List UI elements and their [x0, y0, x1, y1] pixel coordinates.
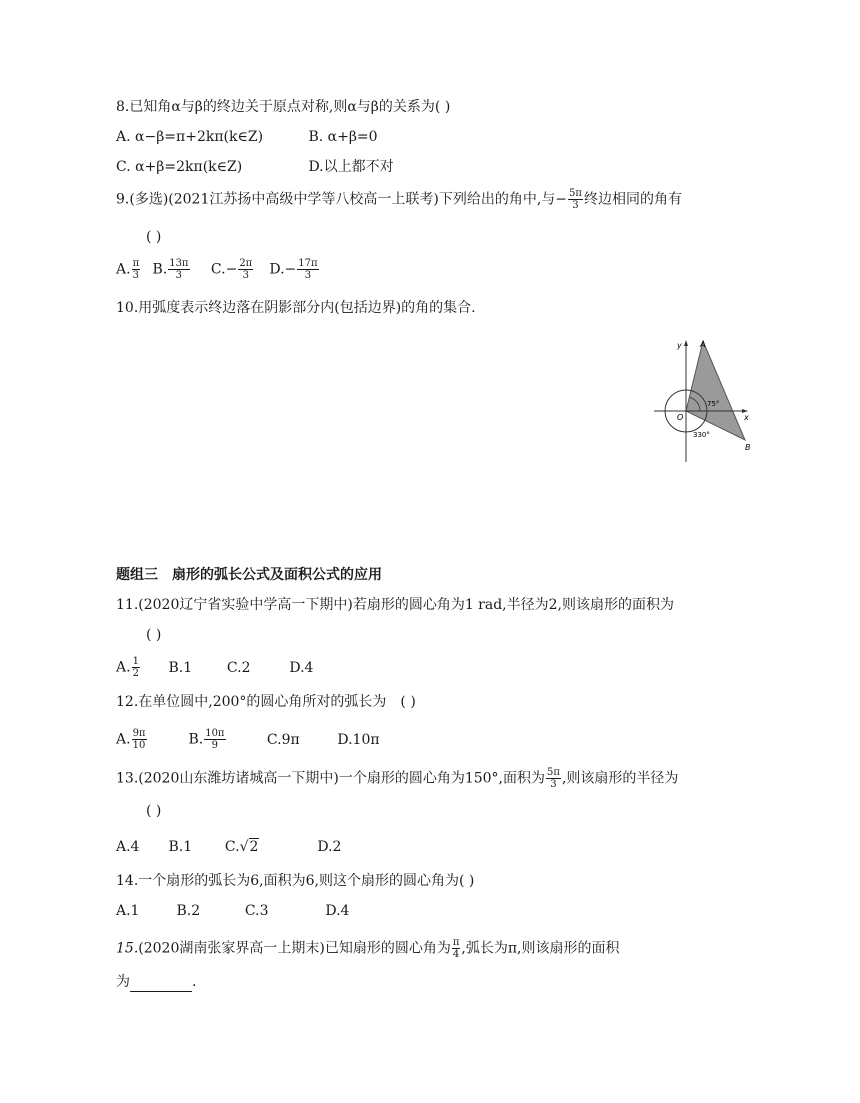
- q11-option-a: [116, 656, 164, 679]
- q9-option-b: [152, 258, 206, 281]
- q12-stem: 12.在单位圆中,200°的圆心角所对的弧长为 ( ): [116, 694, 416, 710]
- q13-paren: ( ): [146, 803, 162, 819]
- q8-option-b: B. α+β=0: [308, 129, 378, 145]
- q13-option-b: B.1: [168, 839, 193, 855]
- q9-option-b-frac: [168, 258, 189, 281]
- q9-option-d-num: 17π: [298, 258, 318, 269]
- q9-options: [116, 258, 320, 281]
- q8-stem: 8.已知角α与β的终边关于原点对称,则α与β的关系为( ): [116, 99, 451, 115]
- q11-option-b: B.1: [168, 659, 193, 676]
- q9-option-b-den: 3: [175, 270, 183, 281]
- q9-option-c-frac: [238, 258, 253, 281]
- shaded-region: [686, 341, 745, 440]
- q15-line2-post: .: [192, 974, 197, 990]
- q14-option-b: B.2: [176, 903, 201, 919]
- q9-fraction-num: 5π: [569, 188, 582, 199]
- q15-answer-line: [116, 972, 196, 992]
- q10-figure: [648, 334, 766, 466]
- sqrt-symbol: √2: [239, 839, 259, 855]
- q15-answer-blank[interactable]: [130, 977, 192, 992]
- q15-fraction-den: 4: [452, 949, 460, 960]
- q11-option-a-num: 1: [132, 656, 139, 667]
- q8-option-d: D.以上都不对: [308, 159, 394, 175]
- q9-option-a-num: π: [132, 258, 140, 269]
- q9-option-a: [116, 258, 148, 281]
- q14-options: [116, 901, 349, 921]
- q15-stem-post: ,弧长为π,则该扇形的面积: [461, 940, 620, 957]
- q11-paren: ( ): [146, 627, 162, 643]
- q13-option-c-radicand: 2: [249, 839, 259, 855]
- q13-fraction: [546, 767, 561, 790]
- q8-option-c: C. α+β=2kπ(k∈Z): [116, 159, 243, 175]
- q11-stem: 11.(2020辽宁省实验中学高一下期中)若扇形的圆心角为1 rad,半径为2,则该扇形的面积为: [116, 597, 674, 613]
- label-x: x: [744, 413, 749, 422]
- q12-option-a-label: A.: [116, 731, 131, 748]
- q13-stem-pre: 13.(2020山东潍坊诸城高一下期中)一个扇形的圆心角为150°,面积为: [116, 770, 545, 787]
- q13-stem: [116, 767, 678, 790]
- q8-options-row2: [116, 157, 394, 177]
- q12-option-a-den: 10: [132, 740, 146, 751]
- q12-option-b: [188, 728, 262, 751]
- q9-stem-pre: 9.(多选)(2021江苏扬中高级中学等八校高一上联考)下列给出的角中,与−: [116, 191, 568, 208]
- q13-option-d: D.2: [317, 839, 342, 855]
- q9-option-a-frac: [132, 258, 141, 281]
- q11-option-c: C.2: [226, 659, 251, 676]
- q14-option-c: C.3: [244, 903, 269, 919]
- q15-fraction: [452, 937, 461, 960]
- q12-option-b-frac: [204, 728, 225, 751]
- q9-option-d: [269, 258, 319, 281]
- q9-stem-post: 终边相同的角有: [583, 191, 682, 208]
- q9-stem: [116, 188, 682, 211]
- q15-stem-pre: (2020湖南张家界高一上期末)已知扇形的圆心角为: [138, 940, 451, 957]
- q11-option-a-frac: [132, 656, 140, 679]
- label-y: y: [677, 341, 682, 350]
- q14-option-a: A.1: [116, 903, 140, 919]
- q15-stem: [116, 937, 620, 960]
- q9-option-d-frac: [297, 258, 318, 281]
- q9-option-d-label: D.−: [269, 261, 297, 278]
- q9-paren: ( ): [146, 229, 162, 245]
- label-angle-75: 75°: [707, 400, 720, 408]
- label-a: A: [700, 340, 706, 349]
- q9-option-c: [211, 258, 265, 281]
- q12-option-a-num: 9π: [132, 728, 146, 739]
- q8-options-row1: [116, 127, 378, 147]
- q9-option-d-den: 3: [304, 270, 312, 281]
- q13-option-a: A.4: [116, 839, 140, 855]
- q12-option-b-num: 10π: [205, 728, 225, 739]
- q12-option-d: D.10π: [337, 731, 380, 748]
- y-axis-arrow: [684, 340, 688, 346]
- q12-option-c: C.9π: [266, 731, 300, 748]
- q15-fraction-num: π: [452, 937, 460, 948]
- label-b: B: [745, 443, 751, 452]
- q14-stem: 14.一个扇形的弧长为6,面积为6,则这个扇形的圆心角为( ): [116, 873, 475, 889]
- q9-option-b-num: 13π: [169, 258, 189, 269]
- q10-stem: 10.用弧度表示终边落在阴影部分内(包括边界)的角的集合.: [116, 300, 476, 316]
- label-angle-330: 330°: [693, 431, 710, 439]
- q11-options: [116, 656, 313, 679]
- q15-number: 15.: [116, 940, 139, 957]
- q14-option-d: D.4: [325, 903, 350, 919]
- q13-fraction-den: 3: [550, 779, 557, 790]
- q9-option-c-num: 2π: [239, 258, 253, 269]
- q12-options: [116, 728, 380, 751]
- q12-option-b-label: B.: [188, 731, 204, 748]
- q12-option-b-den: 9: [211, 740, 219, 751]
- q9-option-c-label: C.−: [210, 261, 238, 278]
- section-title: 题组三 扇形的弧长公式及面积公式的应用: [116, 567, 382, 583]
- q12-option-a-frac: [132, 728, 147, 751]
- q13-option-c: [225, 837, 313, 857]
- q11-option-a-den: 2: [132, 668, 139, 679]
- label-o: O: [677, 413, 684, 422]
- q9-fraction: [568, 188, 583, 211]
- q12-option-a: [116, 728, 184, 751]
- q8-option-a: A. α−β=π+2kπ(k∈Z): [116, 129, 264, 145]
- q9-option-c-den: 3: [242, 270, 249, 281]
- q13-stem-post: ,则该扇形的半径为: [561, 770, 679, 787]
- q13-options: [116, 837, 341, 857]
- q15-line2-pre: 为: [116, 974, 130, 990]
- q11-option-a-label: A.: [116, 659, 131, 676]
- q9-option-a-den: 3: [132, 270, 140, 281]
- q9-option-b-label: B.: [152, 261, 168, 278]
- q11-option-d: D.4: [289, 659, 314, 676]
- q9-fraction-den: 3: [572, 200, 579, 211]
- q9-option-a-label: A.: [116, 261, 131, 278]
- q13-fraction-num: 5π: [547, 767, 560, 778]
- q13-option-c-label: C.: [224, 839, 240, 855]
